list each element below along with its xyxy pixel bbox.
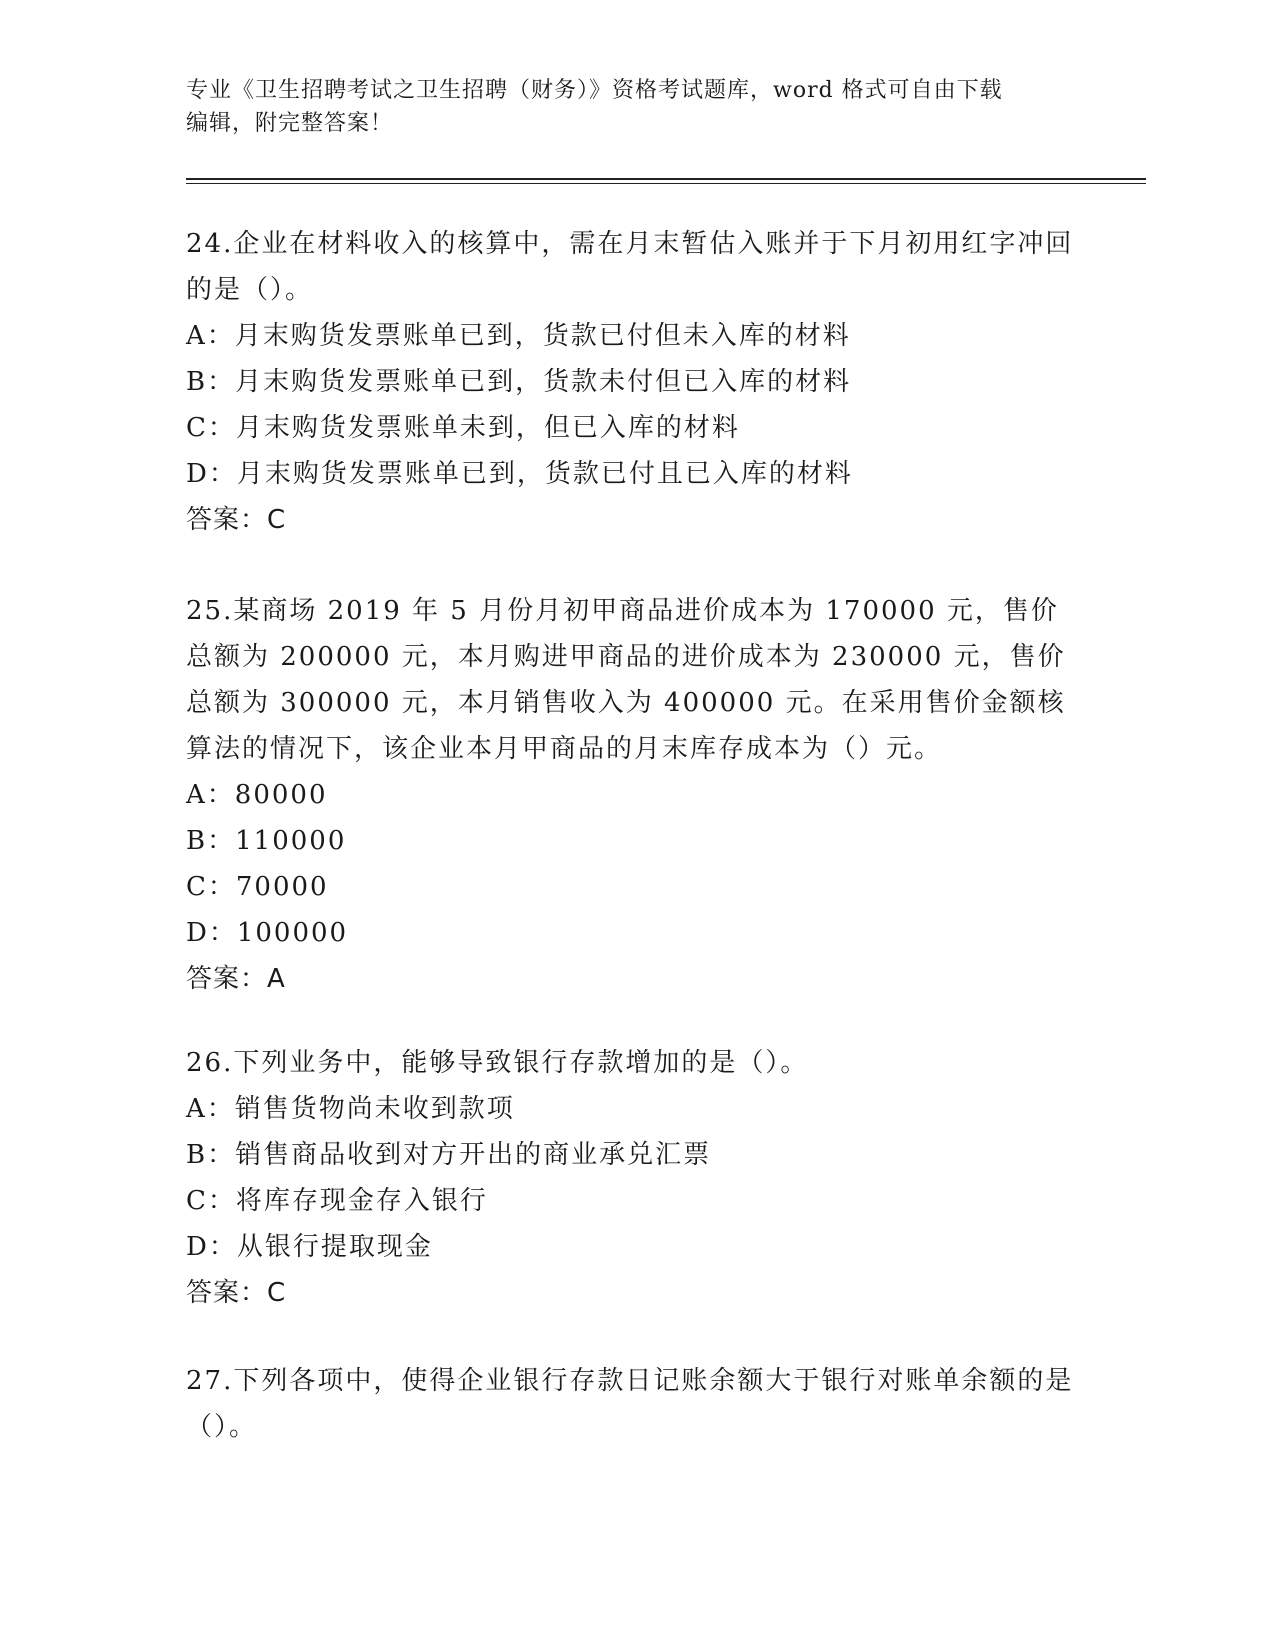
option-a: A：80000 (186, 780, 328, 810)
option-d: D：从银行提取现金 (186, 1232, 433, 1262)
question-stem: 26.下列业务中，能够导致银行存款增加的是（）。 (186, 1048, 809, 1078)
option-b: B：销售商品收到对方开出的商业承兑汇票 (186, 1140, 712, 1170)
option-b: B：110000 (186, 826, 347, 856)
question-26 (186, 1040, 1086, 1316)
header-line-2: 编辑，附完整答案！ (186, 111, 394, 136)
option-a: A：月末购货发票账单已到，货款已付但未入库的材料 (186, 321, 851, 351)
option-b: B：月末购货发票账单已到，货款未付但已入库的材料 (186, 367, 852, 397)
option-c: C：将库存现金存入银行 (186, 1186, 488, 1216)
header-line-1: 专业《卫生招聘考试之卫生招聘（财务）》资格考试题库，word 格式可自由下载 (186, 78, 1003, 103)
header-divider-thin (186, 183, 1146, 184)
question-stem: 25.某商场 2019 年 5 月份月初甲商品进价成本为 170000 元，售价总额为 200000 元，本月购进甲商品的进价成本为 230000 元，售价总额为 300000 元，本月销售收入为 400000 元。在采用售价金额核算法的情况下，该企业本月甲商品的月末库存成本为（）元。 (186, 596, 1066, 764)
document-header (186, 74, 1086, 140)
question-27 (186, 1358, 1086, 1450)
option-c: C：月末购货发票账单未到，但已入库的材料 (186, 413, 740, 443)
header-divider-thick (186, 178, 1146, 180)
answer: 答案：C (186, 1278, 287, 1308)
question-25 (186, 588, 1086, 1002)
answer: 答案：C (186, 505, 287, 535)
option-d: D：月末购货发票账单已到，货款已付且已入库的材料 (186, 459, 853, 489)
option-c: C：70000 (186, 872, 329, 902)
option-d: D：100000 (186, 918, 349, 948)
question-24 (186, 221, 1086, 543)
answer: 答案：A (186, 964, 286, 994)
option-a: A：销售货物尚未收到款项 (186, 1094, 515, 1124)
question-stem: 24.企业在材料收入的核算中，需在月末暂估入账并于下月初用红字冲回的是（）。 (186, 229, 1074, 305)
question-stem: 27.下列各项中，使得企业银行存款日记账余额大于银行对账单余额的是（）。 (186, 1366, 1074, 1442)
